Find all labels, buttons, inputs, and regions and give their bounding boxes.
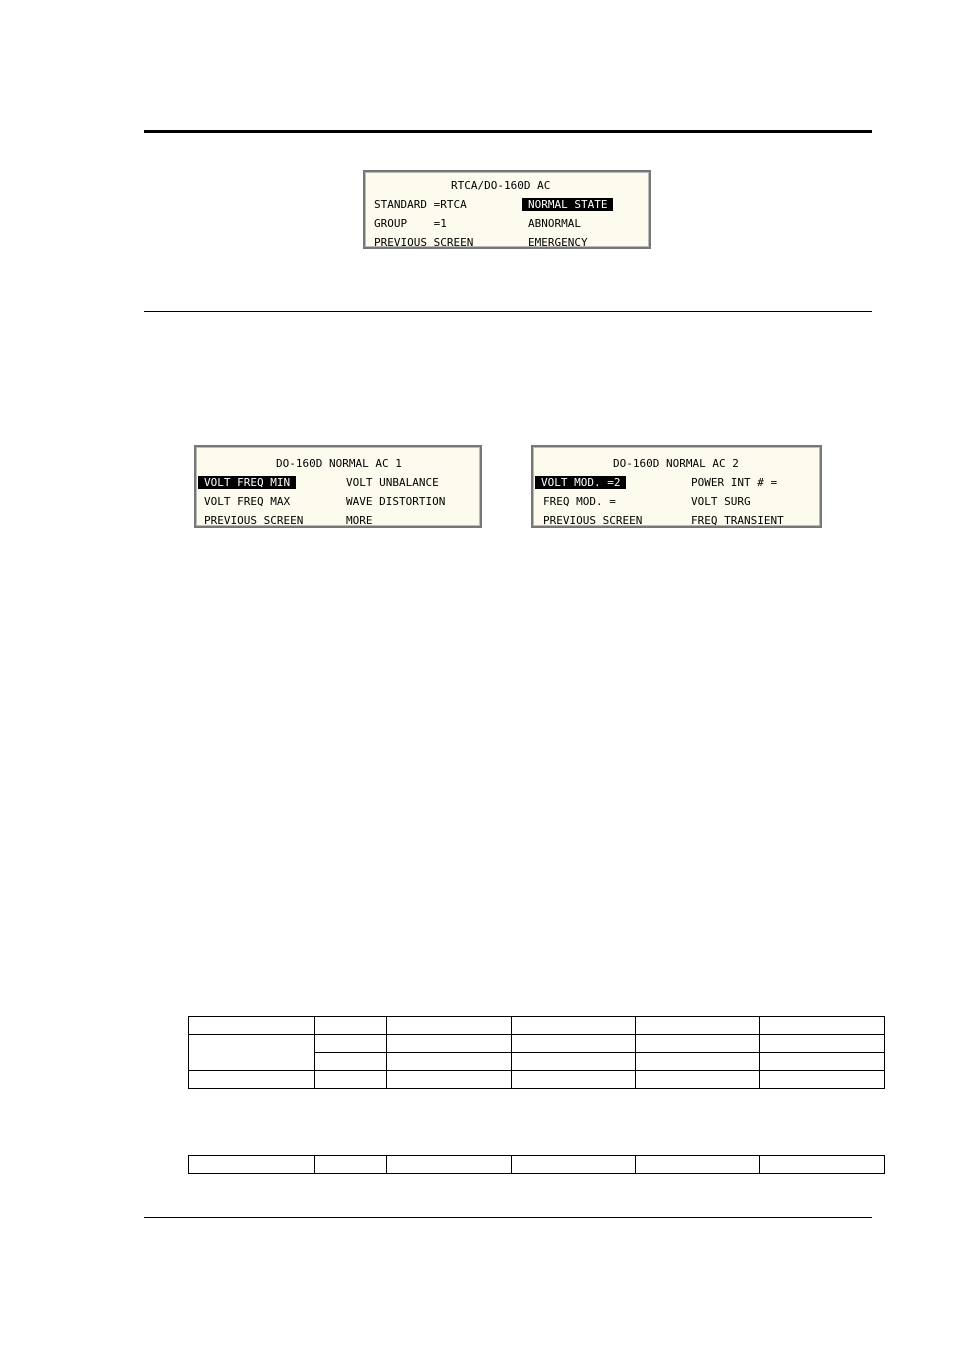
menu-previous-screen[interactable]: PREVIOUS SCREEN (374, 236, 474, 249)
table-row (189, 1156, 885, 1174)
lcd-screen-normal-ac-2 (531, 445, 822, 528)
menu-volt-freq-min-selected[interactable]: VOLT FREQ MIN (198, 476, 296, 489)
table-row (189, 1035, 885, 1053)
empty-table-2 (188, 1155, 885, 1174)
top-rule (144, 130, 872, 133)
menu-volt-freq-max[interactable]: VOLT FREQ MAX (204, 495, 291, 508)
menu-freq-mod[interactable]: FREQ MOD. = (543, 495, 616, 508)
menu-standard[interactable]: STANDARD =RTCA (374, 198, 467, 211)
menu-emergency[interactable]: EMERGENCY (528, 236, 588, 249)
table-row (189, 1071, 885, 1089)
menu-volt-mod-selected[interactable]: VOLT MOD. =2 (535, 476, 626, 489)
menu-more[interactable]: MORE (346, 514, 373, 527)
lcd-screen-normal-ac-1 (194, 445, 482, 528)
bottom-rule (144, 1217, 872, 1218)
lcd-screen-rtca-do160d-ac (363, 170, 651, 249)
section-rule (144, 311, 872, 312)
menu-volt-surg[interactable]: VOLT SURG (691, 495, 751, 508)
menu-previous-screen[interactable]: PREVIOUS SCREEN (204, 514, 304, 527)
menu-previous-screen[interactable]: PREVIOUS SCREEN (543, 514, 643, 527)
menu-volt-unbalance[interactable]: VOLT UNBALANCE (346, 476, 439, 489)
menu-abnormal[interactable]: ABNORMAL (528, 217, 581, 230)
menu-power-int[interactable]: POWER INT # = (691, 476, 778, 489)
menu-normal-state-selected[interactable]: NORMAL STATE (522, 198, 613, 211)
screen-title: DO-160D NORMAL AC 2 (613, 457, 739, 470)
screen-title: RTCA/DO-160D AC (451, 179, 551, 192)
menu-group[interactable]: GROUP =1 (374, 217, 447, 230)
empty-table-1 (188, 1016, 885, 1089)
menu-freq-transient[interactable]: FREQ TRANSIENT (691, 514, 784, 527)
menu-wave-distortion[interactable]: WAVE DISTORTION (346, 495, 446, 508)
table-row (189, 1017, 885, 1035)
screen-title: DO-160D NORMAL AC 1 (276, 457, 402, 470)
